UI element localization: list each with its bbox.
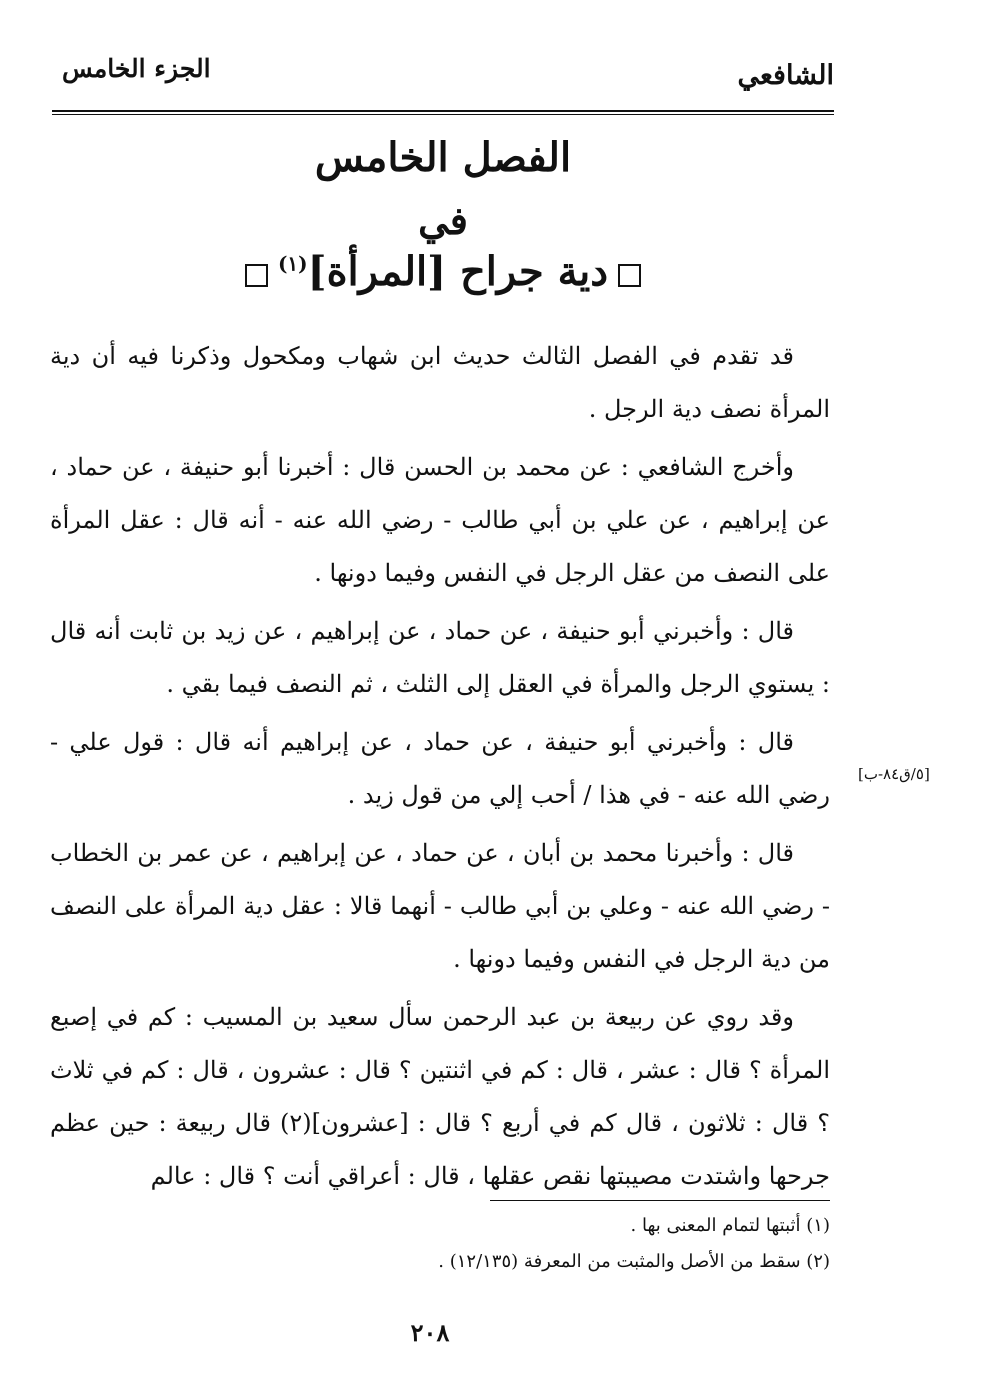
footnote-2: (٢) سقط من الأصل والمثبت من المعرفة (١٢/١٣٥) . — [438, 1251, 830, 1272]
footnote-ref-1: (١) — [277, 251, 308, 276]
header-rule — [52, 110, 834, 115]
footnote-1: (١) أثبتها لتمام المعنى بها . — [630, 1215, 830, 1236]
ornament-box-right — [618, 264, 641, 287]
chapter-title-connector: في — [418, 198, 468, 243]
running-header — [52, 52, 834, 114]
page-number: ٢٠٨ — [410, 1318, 450, 1347]
paragraph: وقد روي عن ربيعة بن عبد الرحمن سأل سعيد بن المسيب : كم في إصبع المرأة ؟ قال : عشر ، قال : كم في اثنتين ؟ قال : عشرون ، قال : كم في ثلاث ؟ قال : ثلاثون ، قال كم في أربع ؟ قال : [عشرون](٢) قال ربيعة : حين عظم جرحها واشتدت مصيبتها نقص عقلها ، قال : أعراقي أنت ؟ قال : عالم — [50, 1003, 830, 1190]
chapter-subtitle-text: دية جراح [المرأة] — [307, 248, 609, 295]
ornament-box-left — [245, 264, 268, 287]
chapter-title: الفصل الخامس — [314, 134, 572, 181]
chapter-subtitle — [52, 248, 834, 295]
paragraph: وأخرج الشافعي : عن محمد بن الحسن قال : أخبرنا أبو حنيفة ، عن حماد ، عن إبراهيم ، عن علي بن أبي طالب - رضي الله عنه - أنه قال : عقل المرأة على النصف من عقل الرجل في النفس وفيما دونها . — [50, 453, 830, 587]
paragraph: قال : وأخبرنا محمد بن أبان ، عن حماد ، عن إبراهيم ، عن عمر بن الخطاب - رضي الله عنه - وعلي بن أبي طالب - أنهما قالا : عقل دية المرأة على النصف من دية الرجل في النفس وفيما دونها . — [50, 839, 830, 973]
footnote-rule — [490, 1200, 830, 1201]
manuscript-folio-note: [٥/ق٨٤-ب] — [858, 765, 930, 783]
footnotes — [50, 1208, 830, 1280]
header-volume: الجزء الخامس — [62, 54, 211, 83]
body-text — [50, 330, 830, 1208]
paragraph: قد تقدم في الفصل الثالث حديث ابن شهاب ومكحول وذكرنا فيه أن دية المرأة نصف دية الرجل . — [50, 342, 830, 423]
header-book-title: الشافعي — [737, 60, 834, 91]
paragraph: قال : وأخبرني أبو حنيفة ، عن حماد ، عن إبراهيم ، عن زيد بن ثابت أنه قال : يستوي الرجل والمرأة في العقل إلى الثلث ، ثم النصف فيما بقي . — [50, 617, 830, 698]
paragraph: قال : وأخبرني أبو حنيفة ، عن حماد ، عن إبراهيم أنه قال : قول علي - رضي الله عنه - في هذا / أحب إلي من قول زيد . — [50, 728, 830, 809]
